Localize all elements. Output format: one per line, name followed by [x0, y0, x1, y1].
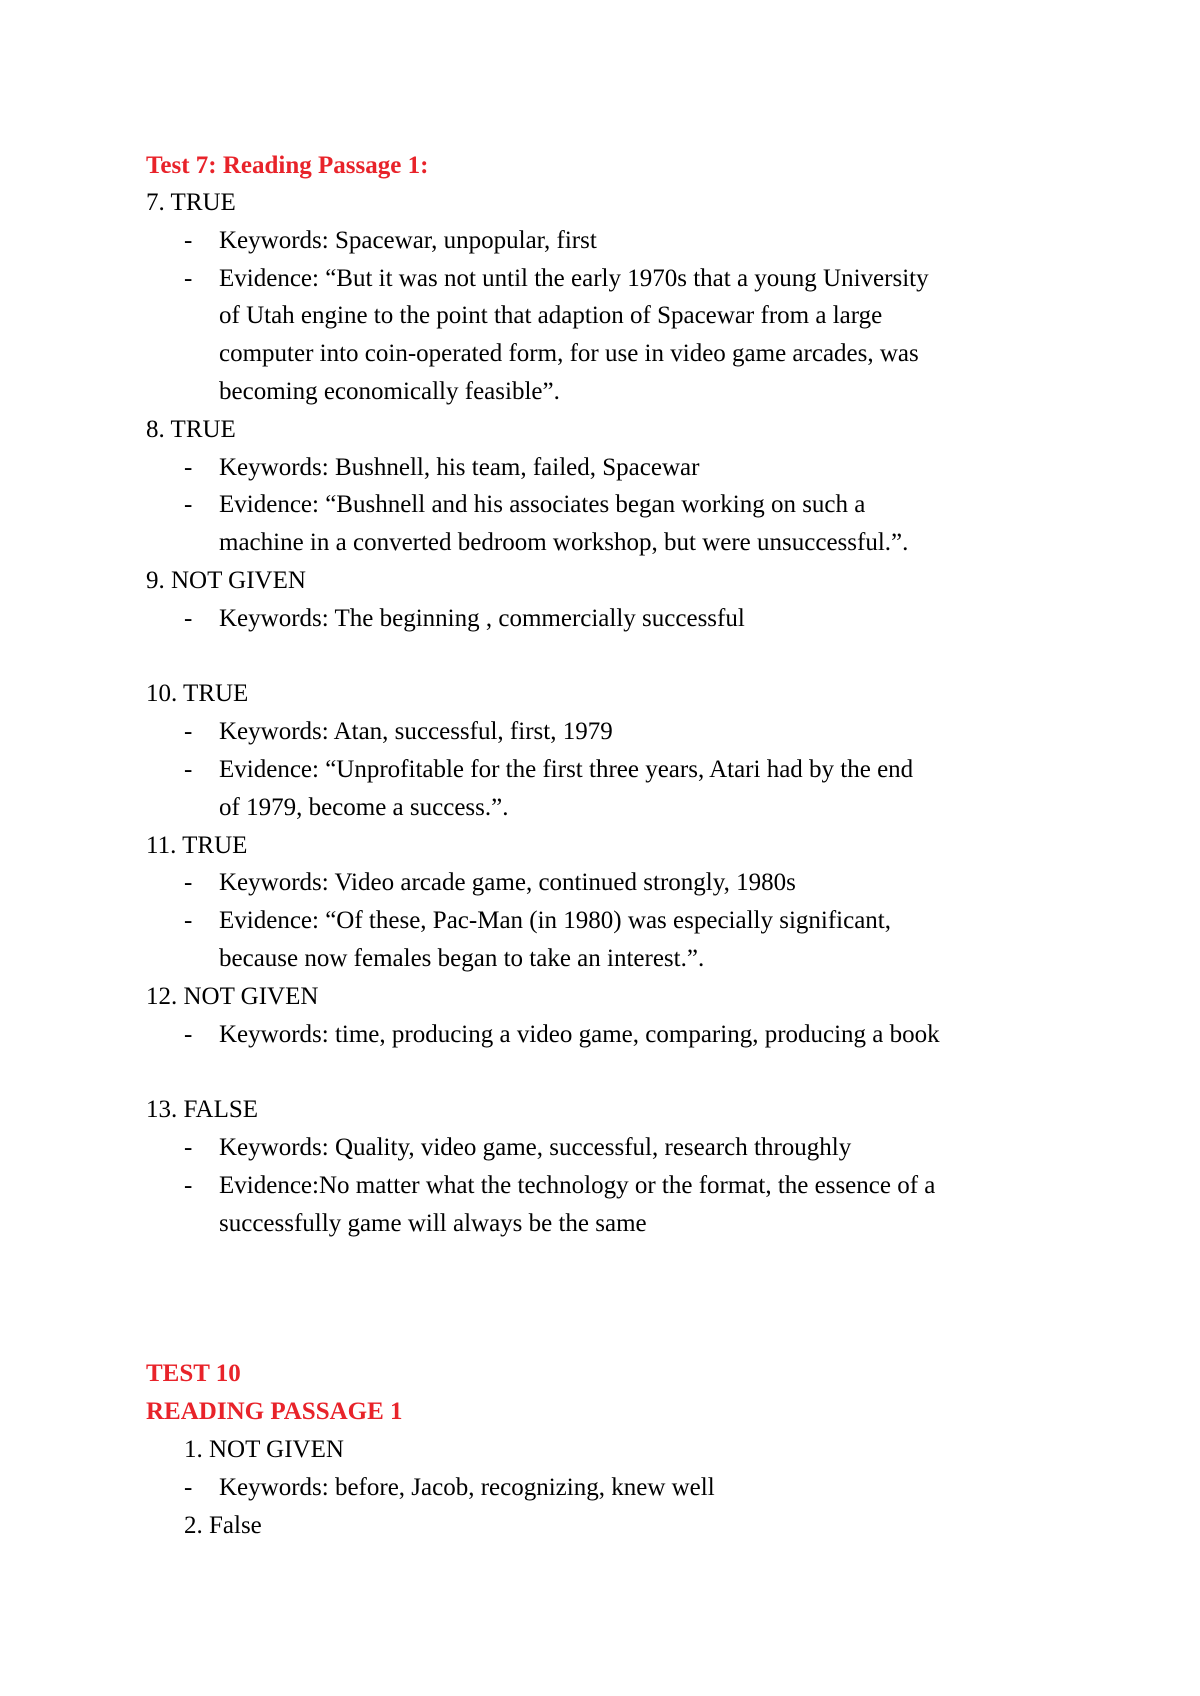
bullet-dash: - [184, 264, 193, 292]
q10-keywords-item [146, 713, 1086, 751]
q11-evidence-item [146, 902, 1086, 940]
test7-heading: Test 7: Reading Passage 1: [146, 152, 429, 179]
paragraph-gap [146, 638, 1086, 676]
t10-q1-answer: 1. NOT GIVEN [184, 1435, 344, 1463]
bullet-dash: - [184, 718, 193, 746]
bullet-dash: - [184, 1473, 193, 1501]
q7-evidence-line-4: becoming economically feasible”. [219, 377, 560, 405]
q13-evidence-line-2: successfully game will always be the same [219, 1209, 647, 1237]
bullet-dash: - [184, 1171, 193, 1199]
q8-answer: 8. TRUE [146, 415, 236, 443]
q8-evidence-item [146, 486, 1086, 524]
q9-keywords: Keywords: The beginning , commercially successful [219, 604, 745, 632]
bullet-dash: - [184, 226, 193, 254]
t10-q1-keywords-item [146, 1469, 1086, 1507]
bullet-dash: - [184, 604, 193, 632]
q11-evidence-line-1: Evidence: “Of these, Pac-Man (in 1980) was especially significant, [219, 907, 891, 935]
paragraph-gap [146, 1053, 1086, 1091]
q8-evidence-line-1: Evidence: “Bushnell and his associates began working on such a [219, 491, 866, 519]
q8-keywords: Keywords: Bushnell, his team, failed, Spacewar [219, 453, 700, 481]
q10-evidence-line-1: Evidence: “Unprofitable for the first three years, Atari had by the end [219, 755, 914, 783]
q8-keywords-item [146, 449, 1086, 487]
bullet-dash: - [184, 1020, 193, 1048]
q13-evidence-line-1: Evidence:No matter what the technology or the format, the essence of a [219, 1171, 936, 1199]
q13-answer: 13. FALSE [146, 1096, 259, 1124]
q10-evidence-item [146, 751, 1086, 789]
bullet-dash: - [184, 453, 193, 481]
q13-evidence-item [146, 1167, 1086, 1205]
bullet-dash: - [184, 491, 193, 519]
test10-subheading: READING PASSAGE 1 [146, 1398, 403, 1426]
q7-evidence-item [146, 260, 1086, 298]
t10-q1-keywords: Keywords: before, Jacob, recognizing, knew well [219, 1473, 715, 1501]
q12-answer: 12. NOT GIVEN [146, 982, 319, 1010]
q13-keywords: Keywords: Quality, video game, successful, research throughly [219, 1133, 852, 1161]
t10-q2-answer: 2. False [184, 1511, 262, 1539]
q13-keywords-item [146, 1129, 1086, 1167]
bullet-dash: - [184, 907, 193, 935]
q10-evidence-line-2: of 1979, become a success.”. [219, 793, 509, 821]
q12-keywords: Keywords: time, producing a video game, comparing, producing a book [219, 1020, 940, 1048]
q7-keywords-item [146, 222, 1086, 260]
q8-evidence-line-2: machine in a converted bedroom workshop, but were unsuccessful.”. [219, 529, 909, 557]
section-gap [146, 1242, 1086, 1355]
bullet-dash: - [184, 869, 193, 897]
q7-keywords: Keywords: Spacewar, unpopular, first [219, 226, 597, 254]
q10-keywords: Keywords: Atan, successful, first, 1979 [219, 718, 613, 746]
bullet-dash: - [184, 1133, 193, 1161]
q10-answer: 10. TRUE [146, 680, 249, 708]
test10-heading: TEST 10 [146, 1360, 241, 1388]
q7-evidence-line-1: Evidence: “But it was not until the early 1970s that a young University [219, 264, 929, 292]
q9-answer: 9. NOT GIVEN [146, 566, 306, 594]
q11-keywords-item [146, 864, 1086, 902]
bullet-dash: - [184, 755, 193, 783]
q7-evidence-line-3: computer into coin-operated form, for use in video game arcades, was [219, 340, 919, 368]
q7-answer: 7. TRUE [146, 189, 236, 216]
q11-evidence-line-2: because now females began to take an interest.”. [219, 944, 705, 972]
q7-evidence-line-2: of Utah engine to the point that adaption of Spacewar from a large [219, 302, 883, 330]
q9-keywords-item [146, 600, 1086, 638]
document-page [146, 148, 1086, 1544]
q11-keywords: Keywords: Video arcade game, continued strongly, 1980s [219, 869, 796, 897]
q12-keywords-item [146, 1016, 1086, 1054]
q11-answer: 11. TRUE [146, 831, 248, 859]
